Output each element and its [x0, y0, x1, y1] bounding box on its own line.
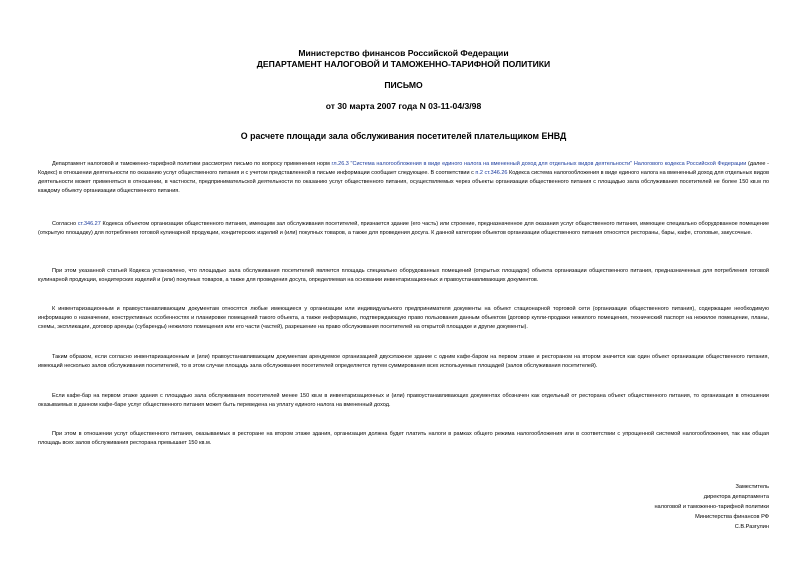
signature-position: Заместитель	[735, 484, 769, 490]
paragraph-7	[38, 430, 769, 448]
signature-block	[569, 482, 769, 532]
paragraph-5	[38, 353, 769, 371]
document-subject: О расчете площади зала обслуживания посетителей плательщиком ЕНВД	[240, 131, 567, 141]
paragraph-text: Согласно	[52, 221, 78, 227]
paragraph-text: Департамент налоговой и таможенно-тарифной политики рассмотрел письмо по вопросу применения норм	[52, 161, 332, 167]
link-article-346-26[interactable]: п.2 ст.346.26	[475, 170, 508, 176]
paragraph-text: Кодекса объектом организации общественного питания, имеющим зал обслуживания посетителей, признается здание (его часть) или строение, предназначенное для оказания услуг общественного питания, имеющее специально оборудованное помещение (открытую площадку) для потребления готовой кулинарной продукции, кондитерских изделий и (или) покупных товаров, а также для проведения досуга. К данной категории объектов организации общественного питания относятся рестораны, бары, кафе, столовые, закусочные.	[38, 221, 769, 236]
document-type: ПИСЬМО	[384, 80, 423, 90]
paragraph-text: Если кафе-бар на первом этаже здания с площадью зала обслуживания посетителей менее 150 кв.м в инвентаризационных и (или) правоустанавливающих документах обозначен как отдельный от ресторана объект общественного питания, то организация в отношении оказываемых в данном кафе-баре услуг общественного питания может быть переведена на уплату единого налога на вмененный доход.	[38, 393, 769, 408]
paragraph-text: Таким образом, если согласно инвентаризационным и (или) правоустанавливающим документам арендуемое организацией двухэтажное здание с одним кафе-баром на первом этаже и рестораном на втором значится как один объект организации общественного питания, имеющий несколько залов обслуживания посетителей, то в этом случае площадь зала обслуживания посетителей определяется путем суммирования всех используемых площадей (залов обслуживания посетителей).	[38, 354, 769, 369]
paragraph-text: (далее - Кодекс) в отношении деятельности по оказанию услуг общественного питания и с учетом представленной в письме информации сообщает следующее. В соответствии с	[38, 161, 769, 176]
signature-name: С.В.Разгулин	[734, 524, 769, 530]
paragraph-2	[38, 220, 769, 238]
link-article-346-27[interactable]: ст.346.27	[77, 221, 101, 227]
ministry-name: Министерство финансов Российской Федерации	[298, 48, 509, 58]
link-tax-code[interactable]: Налогового кодекса Российской Федерации	[633, 161, 747, 167]
paragraph-text: При этом указанной статьей Кодекса установлено, что площадью зала обслуживания посетителей является площадь специально оборудованных помещений (открытых площадок) объекта организации общественного питания, предназначенных для потребления готовой кулинарной продукции, кондитерских изделий и (или) покупных товаров, а также для проведения досуга, определяемая на основании инвентаризационных и правоустанавливающих документов.	[38, 268, 769, 283]
document-date-number: от 30 марта 2007 года N 03-11-04/3/98	[325, 101, 482, 111]
paragraph-text: К инвентаризационным и правоустанавливающим документам относятся любые имеющиеся у организации или индивидуального предпринимателя документы на объект стационарной торговой сети (организации общественного питания), содержащие необходимую информацию о назначении, конструктивных особенностях и планировке помещений такого объекта, а также информацию, подтверждающую право пользования данным объектом (договор купли-продажи нежилого помещения, технический паспорт на нежилое помещение, планы, схемы, экспликации, договор аренды (субаренды) нежилого помещения или его части (частей), разрешение на право обслуживания посетителей на открытой площадке и другие документы).	[38, 306, 769, 330]
paragraph-6	[38, 392, 769, 410]
paragraph-4	[38, 305, 769, 332]
link-chapter-26-3[interactable]: гл.26.3 "Система налогообложения в виде единого налога на вмененный доход для отдельных видов деятельности"	[331, 161, 633, 167]
signature-ministry: Министерства финансов РФ	[695, 514, 769, 520]
signature-position-detail: директора департамента	[703, 494, 769, 500]
signature-department: налоговой и таможенно-тарифной политики	[654, 504, 769, 510]
paragraph-text: При этом в отношении услуг общественного питания, оказываемых в ресторане на втором этаже здания, организация должна будет платить налоги в рамках общего режима налогообложения или в соответствии с упрощенной системой налогообложения, так как общая площадь всех залов обслуживания ресторана превышает 150 кв.м.	[38, 431, 769, 446]
paragraph-text: Кодекса система налогообложения в виде единого налога на вмененный доход для отдельных видов деятельности может применяться в отношении, в частности, предпринимательской деятельности по оказанию услуг общественного питания, осуществляемых через объекты организации общественного питания с площадью зала обслуживания посетителей не более 150 кв.м по каждому объекту организации общественного питания.	[38, 170, 769, 194]
paragraph-1	[38, 160, 769, 196]
department-name: ДЕПАРТАМЕНТ НАЛОГОВОЙ И ТАМОЖЕННО-ТАРИФНОЙ ПОЛИТИКИ	[256, 59, 551, 69]
paragraph-3	[38, 267, 769, 285]
